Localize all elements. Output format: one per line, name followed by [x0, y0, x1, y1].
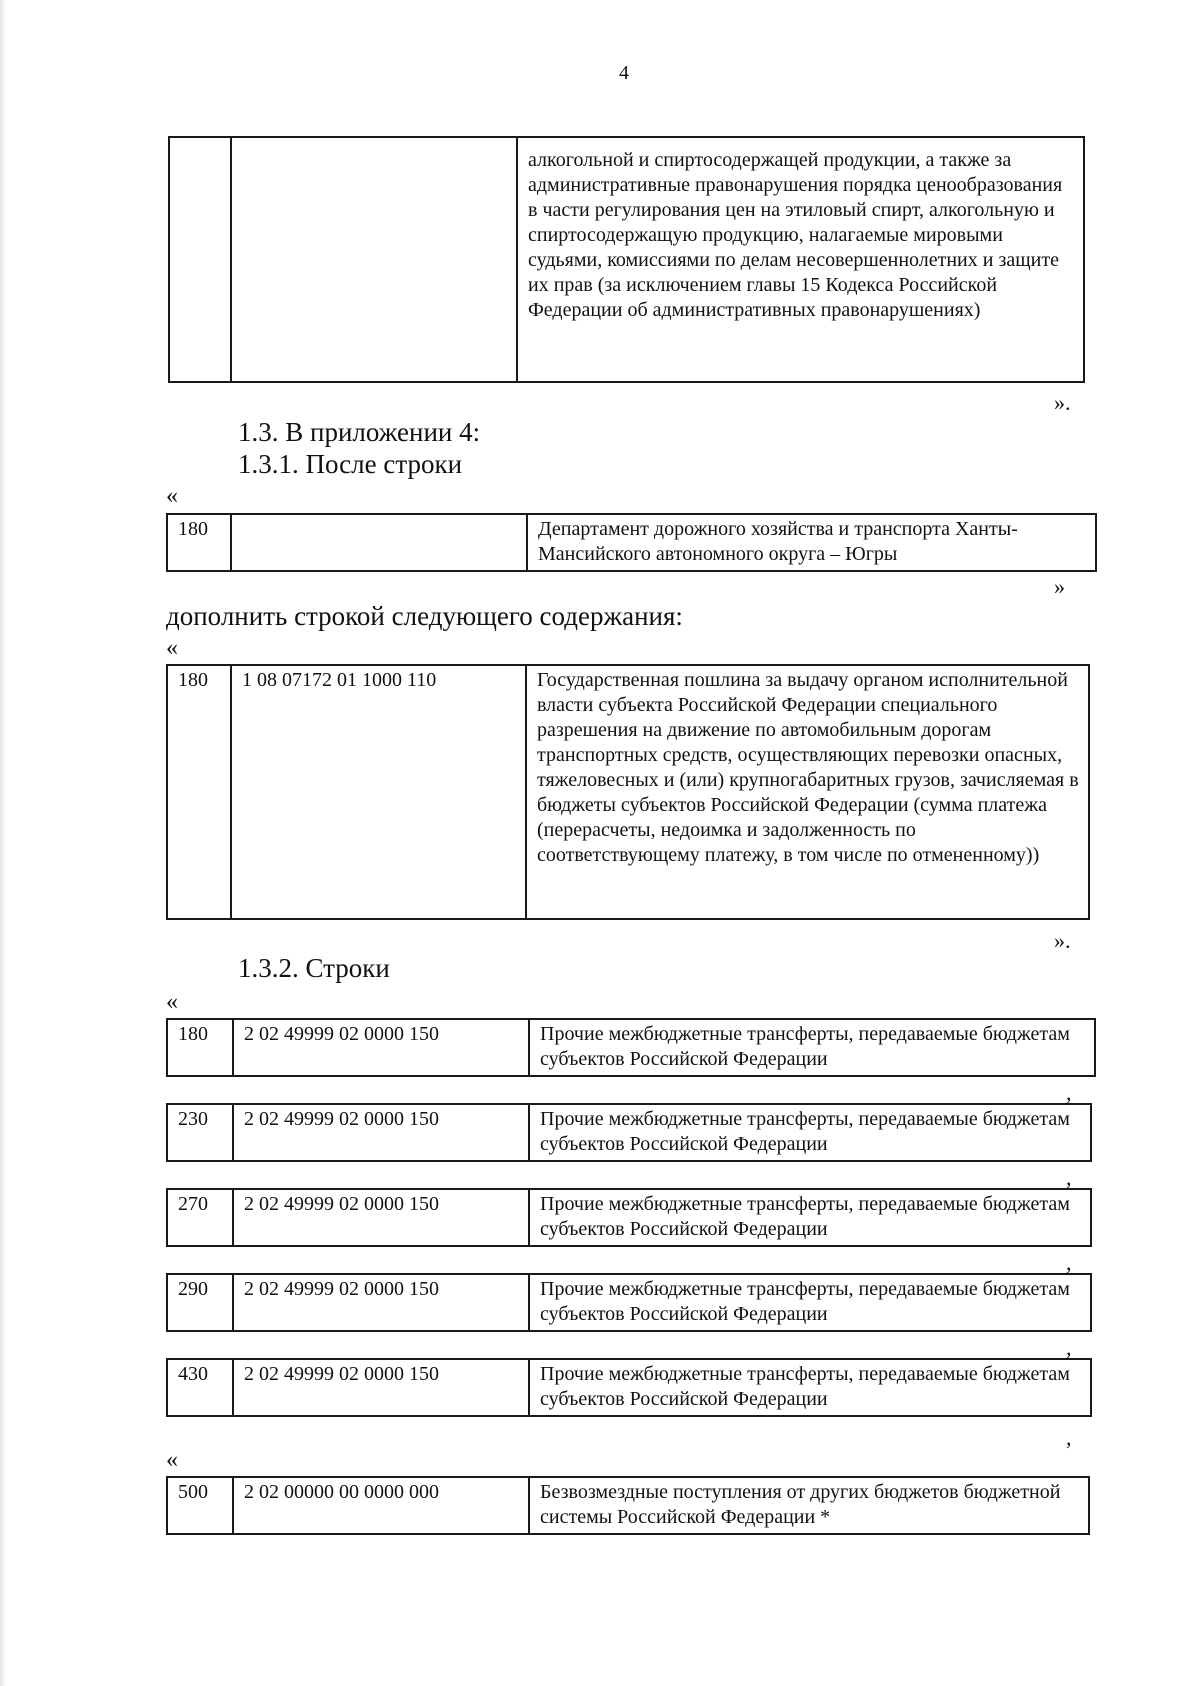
row-separator-comma: , [1066, 1080, 1072, 1105]
row-separator-comma: , [1066, 1165, 1072, 1190]
table-row-item [166, 1476, 1090, 1535]
row-code [231, 514, 527, 571]
page-number: 4 [619, 62, 629, 84]
section-1-3-1-title: 1.3.1. После строки [238, 449, 463, 479]
row-code: 2 02 00000 00 0000 000 [233, 1477, 529, 1534]
row-text: Прочие межбюджетные трансферты, передаваемые бюджетам субъектов Российской Федерации [529, 1274, 1091, 1331]
row-number: 180 [167, 665, 231, 919]
row-number: 270 [167, 1189, 233, 1246]
table-row [167, 665, 1089, 919]
row-number: 180 [167, 514, 231, 571]
table-row-item [166, 1273, 1092, 1332]
row-number: 230 [167, 1104, 233, 1161]
row-separator-comma: , [1066, 1425, 1072, 1450]
row-separator-comma: , [1066, 1335, 1072, 1360]
row-code: 2 02 49999 02 0000 150 [233, 1104, 529, 1161]
table-row [167, 1359, 1091, 1416]
table-row [167, 1104, 1091, 1161]
table-row [167, 514, 1096, 571]
row-number: 500 [167, 1477, 233, 1534]
table-row-item [166, 1358, 1092, 1417]
row-number: 290 [167, 1274, 233, 1331]
row-number: 430 [167, 1359, 233, 1416]
closing-quote: » [1054, 574, 1065, 599]
row-code: 2 02 49999 02 0000 150 [233, 1274, 529, 1331]
row-code: 2 02 49999 02 0000 150 [233, 1189, 529, 1246]
row-code: 2 02 49999 02 0000 150 [233, 1359, 529, 1416]
row-code: 1 08 07172 01 1000 110 [231, 665, 526, 919]
section-1-3-title: 1.3. В приложении 4: [238, 417, 481, 447]
section-1-3-2-title: 1.3.2. Строки [238, 953, 390, 983]
opening-quote: « [166, 1447, 178, 1473]
table-row [167, 1189, 1091, 1246]
row-code: 2 02 49999 02 0000 150 [233, 1019, 529, 1076]
row-number: 180 [167, 1019, 233, 1076]
table-row-item [166, 1188, 1092, 1247]
table-new-row [166, 664, 1090, 920]
table-after-row [166, 513, 1097, 572]
table-row [169, 137, 1084, 382]
row-separator-comma: , [1066, 1250, 1072, 1275]
opening-quote: « [166, 989, 178, 1015]
table-row [167, 1274, 1091, 1331]
row-text: Прочие межбюджетные трансферты, передаваемые бюджетам субъектов Российской Федерации [529, 1189, 1091, 1246]
closing-quote: ». [1054, 928, 1071, 953]
supplement-text: дополнить строкой следующего содержания: [166, 601, 683, 631]
row-text: Безвозмездные поступления от других бюджетов бюджетной системы Российской Федерации * [529, 1477, 1089, 1534]
row-text: Прочие межбюджетные трансферты, передаваемые бюджетам субъектов Российской Федерации [529, 1359, 1091, 1416]
opening-quote: « [166, 483, 178, 509]
row-number [169, 137, 231, 382]
row-text: Государственная пошлина за выдачу органом исполнительной власти субъекта Российской Федерации специального разрешения на движение по автомобильным дорогам транспортных средств, осуществляющих перевозки опасных, тяжеловесных и (или) крупногабаритных грузов, зачисляемая в бюджеты субъектов Российской Федерации (сумма платежа (перерасчеты, недоимка и задолженность по соответствующему платежу, в том числе по отмененному)) [526, 665, 1089, 919]
table-continuation [168, 136, 1085, 383]
row-text: алкогольной и спиртосодержащей продукции, а также за административные правонарушения порядка ценообразования в части регулирования цен на этиловый спирт, алкогольную и спиртосодержащую продукцию, налагаемые мировыми судьями, комиссиями по делам несовершеннолетних и защите их прав (за исключением главы 15 Кодекса Российской Федерации об административных правонарушениях) [517, 137, 1084, 382]
row-text: Прочие межбюджетные трансферты, передаваемые бюджетам субъектов Российской Федерации [529, 1019, 1095, 1076]
row-text: Департамент дорожного хозяйства и транспорта Ханты-Мансийского автономного округа – Югры [527, 514, 1096, 571]
row-text: Прочие межбюджетные трансферты, передаваемые бюджетам субъектов Российской Федерации [529, 1104, 1091, 1161]
opening-quote: « [166, 635, 178, 661]
table-row-item [166, 1103, 1092, 1162]
closing-quote: ». [1054, 390, 1071, 415]
table-row [167, 1477, 1089, 1534]
row-code [231, 137, 517, 382]
table-row-item [166, 1018, 1096, 1077]
table-row [167, 1019, 1095, 1076]
scan-edge [0, 0, 6, 1686]
